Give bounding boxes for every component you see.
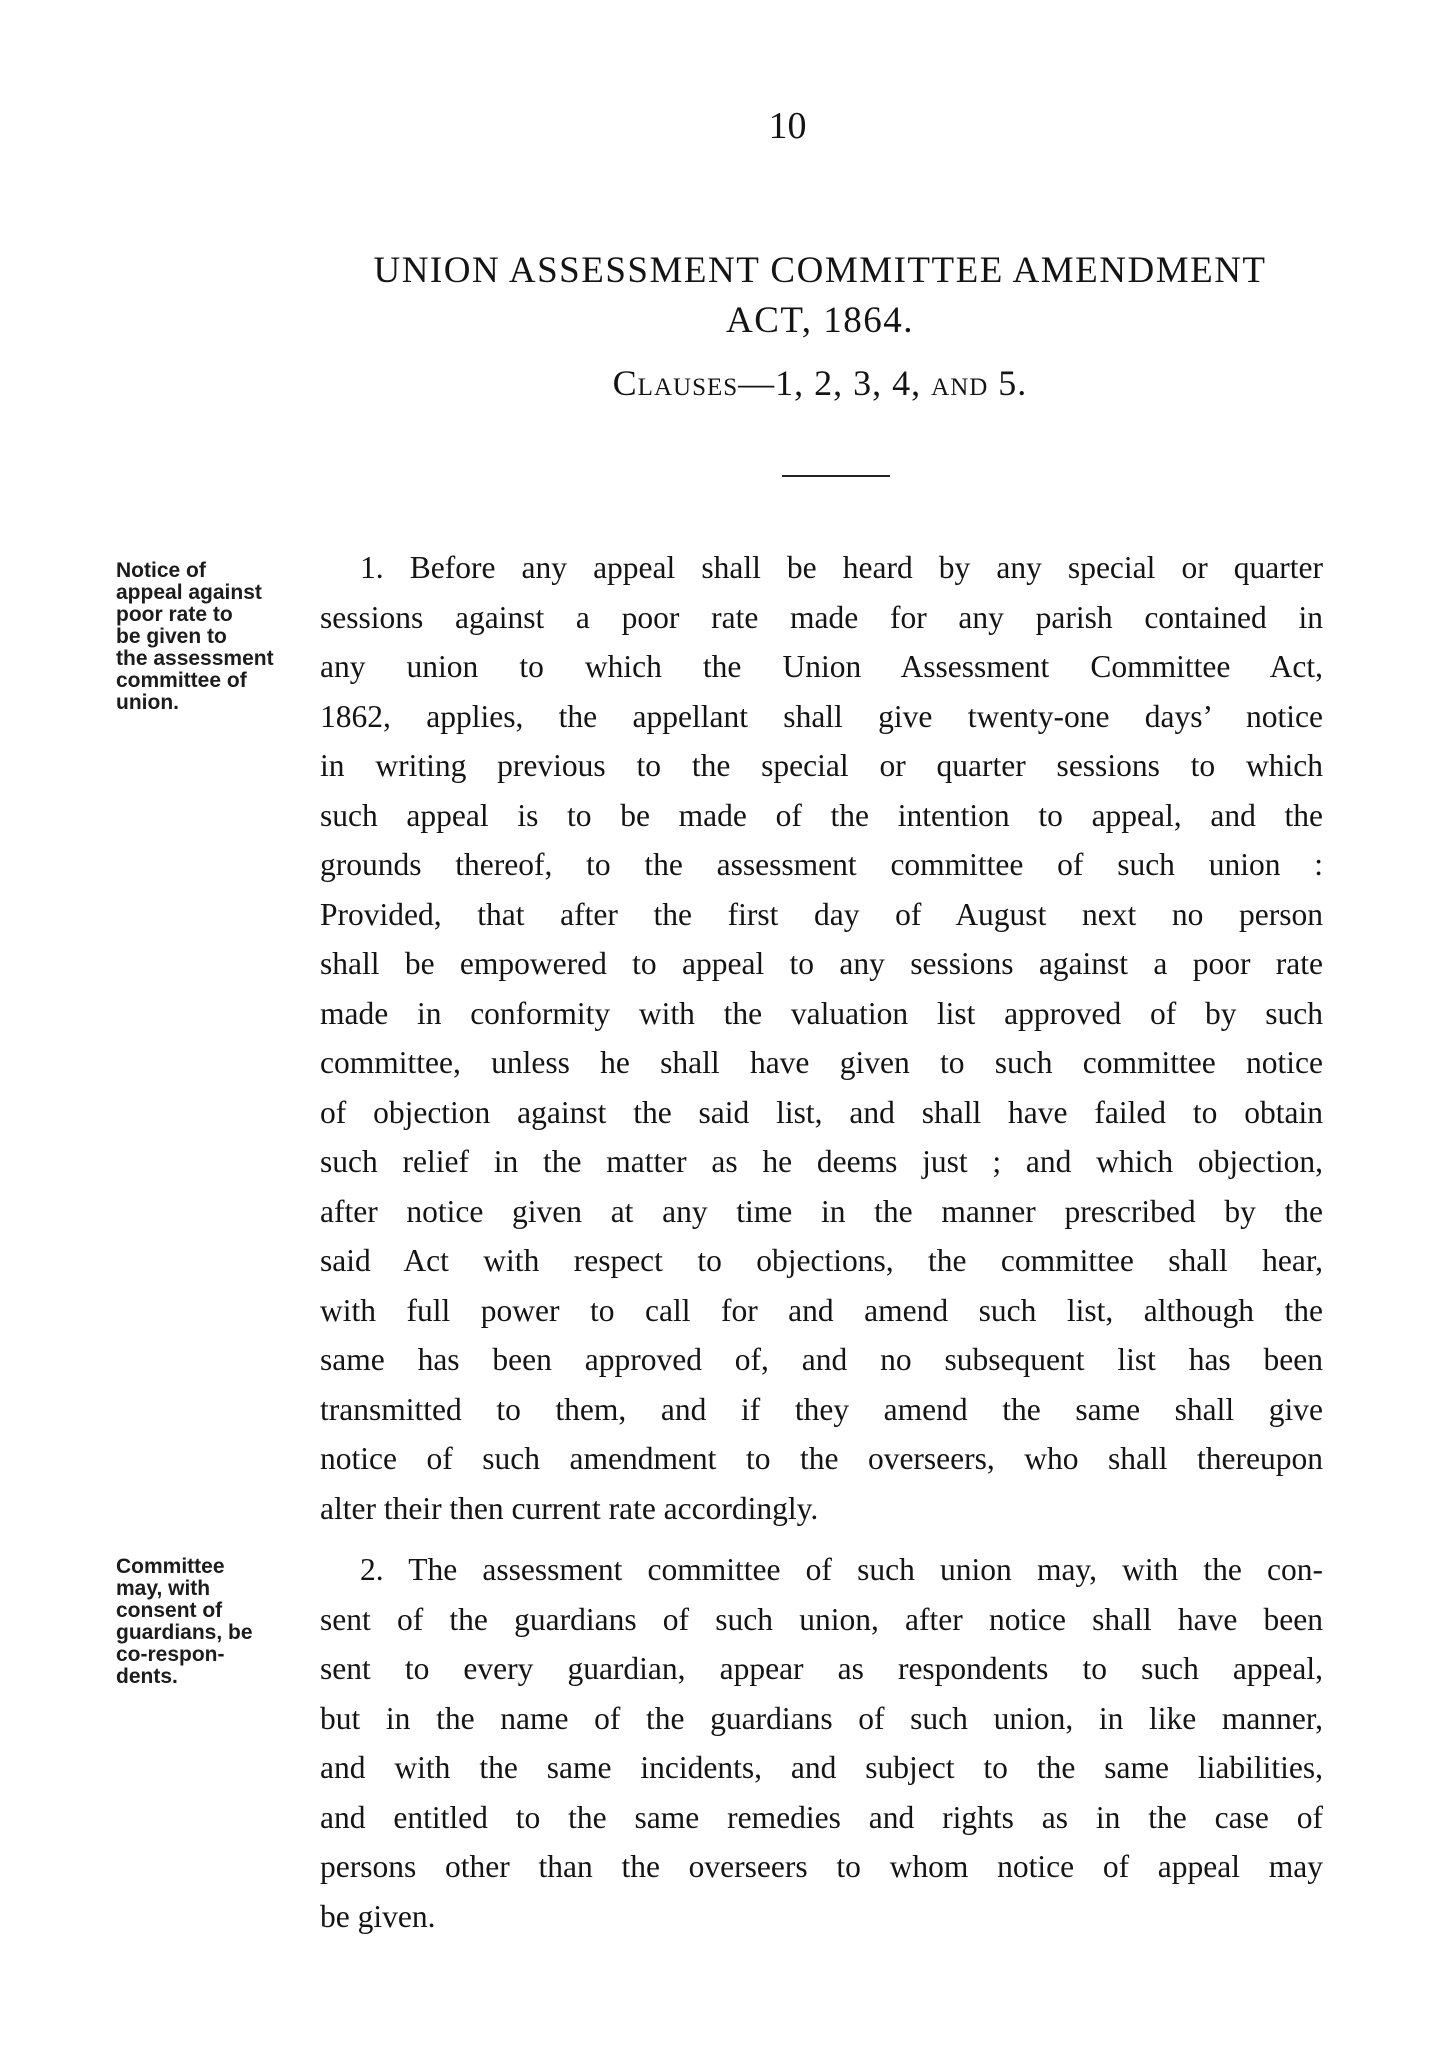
- margin-note-line: guardians, be: [116, 1621, 253, 1644]
- margin-note-line: appeal against: [116, 581, 262, 604]
- clause-line: Provided, that after the first day of August next no person: [320, 896, 1323, 932]
- margin-note-line: consent of: [116, 1599, 223, 1622]
- section-divider: [782, 475, 890, 477]
- page-number: 10: [768, 105, 807, 147]
- clause-line: and entitled to the same remedies and rights as in the case of: [320, 1799, 1323, 1835]
- clause-line: sent of the guardians of such union, after notice shall have been: [320, 1601, 1323, 1637]
- margin-note-1: [116, 560, 316, 714]
- clause-line: sent to every guardian, appear as respondents to such appeal,: [320, 1651, 1323, 1686]
- margin-note-2: [116, 1556, 316, 1688]
- margin-note-line: poor rate to: [116, 603, 233, 626]
- clauses-heading: Clauses—1, 2, 3, 4, and 5.: [612, 363, 1028, 403]
- margin-note-line: Committee: [116, 1555, 225, 1578]
- clause-text: Before any appeal shall be heard by any special or quarter: [409, 550, 1323, 585]
- margin-note-line: co-respon-: [116, 1643, 225, 1666]
- clause-line: transmitted to them, and if they amend the same shall give: [320, 1391, 1323, 1427]
- margin-note-line: the assessment: [116, 647, 274, 670]
- clause-line: committee, unless he shall have given to such committee notice: [320, 1045, 1323, 1080]
- clause-text: The assessment committee of such union may, with the con-: [408, 1552, 1323, 1587]
- margin-note-line: dents.: [116, 1665, 178, 1688]
- margin-note-line: be given to: [116, 625, 227, 648]
- clause-line: same has been approved of, and no subsequent list has been: [320, 1342, 1323, 1377]
- margin-note-line: Notice of: [116, 559, 206, 582]
- clause-line: and with the same incidents, and subject to the same liabilities,: [320, 1750, 1323, 1785]
- clause-line: [320, 543, 1323, 593]
- clause-line: any union to which the Union Assessment Committee Act,: [320, 649, 1323, 684]
- title-line-1: UNION ASSESSMENT COMMITTEE AMENDMENT: [373, 250, 1267, 291]
- clause-number: 1.: [360, 550, 384, 585]
- clause-line: grounds thereof, to the assessment committee of such union :: [320, 847, 1323, 882]
- clause-line: persons other than the overseers to whom notice of appeal may: [320, 1849, 1323, 1884]
- clause-2: [320, 1545, 1323, 1941]
- clause-line: of objection against the said list, and shall have failed to obtain: [320, 1094, 1323, 1130]
- clause-line: after notice given at any time in the manner prescribed by the: [320, 1193, 1323, 1229]
- clause-1: [320, 543, 1323, 1533]
- clause-line: such relief in the matter as he deems just ; and which objection,: [320, 1144, 1323, 1179]
- clause-line: said Act with respect to objections, the committee shall hear,: [320, 1243, 1323, 1278]
- document-title: [320, 246, 1320, 346]
- clause-line: [320, 1545, 1323, 1595]
- clause-line: alter their then current rate accordingly.: [320, 1490, 819, 1526]
- clause-line: with full power to call for and amend such list, although the: [320, 1292, 1323, 1328]
- clause-line: shall be empowered to appeal to any sessions against a poor rate: [320, 946, 1323, 981]
- clause-line: sessions against a poor rate made for any parish contained in: [320, 599, 1323, 635]
- clause-line: made in conformity with the valuation list approved of by such: [320, 995, 1323, 1031]
- margin-note-line: committee of: [116, 669, 247, 692]
- clause-number: 2.: [360, 1552, 384, 1587]
- clause-line: notice of such amendment to the overseers, who shall thereupon: [320, 1441, 1323, 1476]
- title-line-2: ACT, 1864.: [725, 300, 914, 341]
- clause-line: be given.: [320, 1898, 436, 1934]
- margin-note-line: union.: [116, 691, 179, 714]
- margin-note-line: may, with: [116, 1577, 211, 1600]
- clause-line: but in the name of the guardians of such union, in like manner,: [320, 1700, 1323, 1736]
- clause-line: 1862, applies, the appellant shall give twenty-one days’ notice: [320, 698, 1323, 734]
- clause-line: in writing previous to the special or quarter sessions to which: [320, 748, 1323, 783]
- clause-line: such appeal is to be made of the intention to appeal, and the: [320, 797, 1323, 833]
